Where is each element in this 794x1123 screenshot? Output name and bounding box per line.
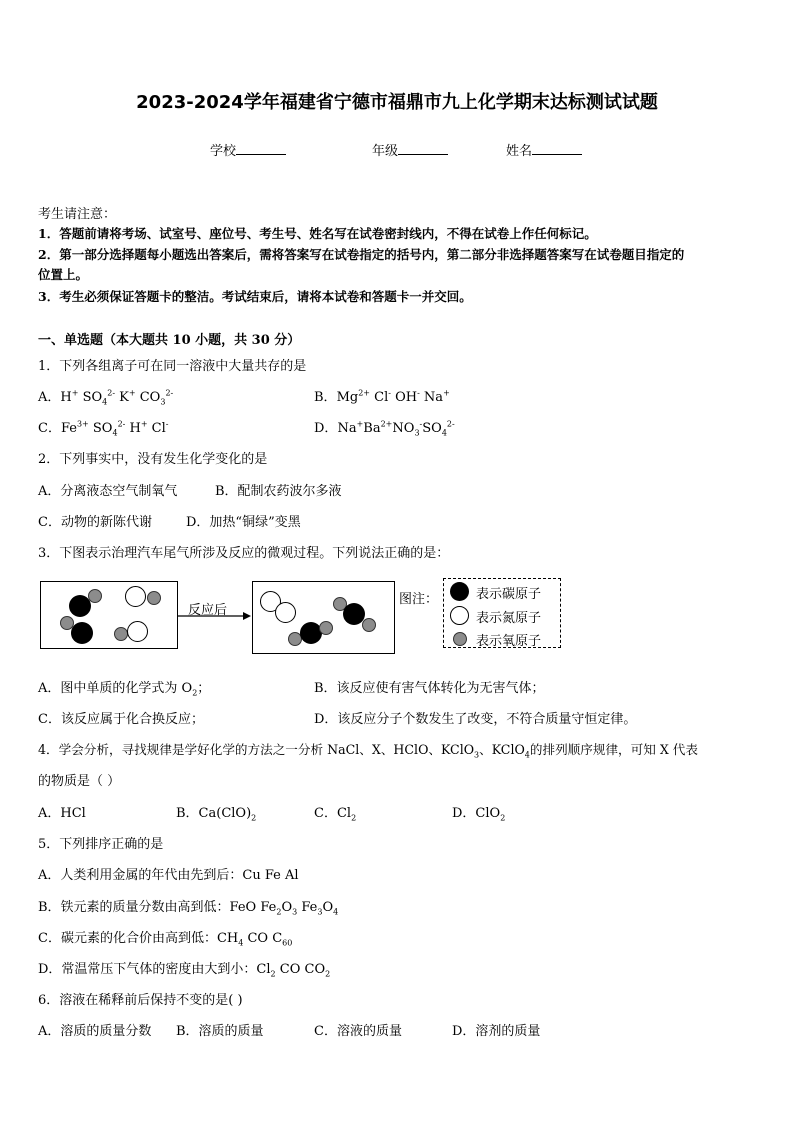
q4-option-a[interactable]: A．HCl <box>38 806 86 821</box>
oxygen-atom <box>362 618 376 632</box>
q2-option-a[interactable]: A．分离液态空气制氧气 <box>38 484 178 499</box>
arrow-label: 反应后 <box>188 603 228 618</box>
before-reaction-box <box>40 581 178 649</box>
name-blank[interactable] <box>532 142 582 155</box>
q4-option-c[interactable]: C．$Cl_2$ <box>314 806 357 823</box>
oxygen-legend-icon <box>453 632 467 646</box>
name-field[interactable] <box>506 140 582 159</box>
carbon-legend-icon <box>450 582 469 601</box>
q3-stem: 3．下图表示治理汽车尾气所涉及反应的微观过程。下列说法正确的是： <box>38 546 450 561</box>
name-label: 姓名 <box>506 144 533 159</box>
q6-option-c[interactable]: C．溶液的质量 <box>314 1024 402 1039</box>
q1-option-a[interactable]: A．H+ $SO_4^{2-}$ K+ $CO_3^{2-}$ <box>38 388 174 407</box>
school-label: 学校 <box>210 144 237 159</box>
q2-option-b[interactable]: B．配制农药波尔多液 <box>215 484 342 499</box>
q2-option-d[interactable]: D．加热“铜绿”变黑 <box>186 515 301 530</box>
q3-option-c[interactable]: C．该反应属于化合换反应； <box>38 712 204 727</box>
carbon-atom <box>71 622 93 644</box>
oxygen-atom <box>114 627 128 641</box>
q2-stem: 2．下列事实中，没有发生化学变化的是 <box>38 452 268 467</box>
nitrogen-legend-icon <box>450 606 469 625</box>
notice-item-2-cont: 位置上。 <box>38 267 89 282</box>
q4-option-b[interactable]: B．$Ca(ClO)_2$ <box>176 806 257 823</box>
page-title: 2023-2024学年福建省宁德市福鼎市九上化学期末达标测试试题 <box>136 92 658 113</box>
legend-title: 图注： <box>399 592 439 607</box>
q6-option-d[interactable]: D．溶剂的质量 <box>452 1024 541 1039</box>
section-heading: 一、单选题（本大题共 10 小题，共 30 分） <box>38 333 301 348</box>
q1-option-c[interactable]: C．$Fe^{3+}$ $SO_4^{2-}$ H+ Cl- <box>38 419 169 438</box>
notice-heading: 考生请注意： <box>38 207 117 222</box>
notice-item-2: 2．第一部分选择题每小题选出答案后，需将答案写在试卷指定的括号内，第二部分非选择题答案写在试卷题目指定的 <box>38 247 685 262</box>
q4-stem-line1: 4．学会分析，寻找规律是学好化学的方法之一分析 NaCl、X、HClO、KClO$_3$、KClO$_4$的排列顺序规律，可知 X 代表 <box>38 742 698 760</box>
school-blank[interactable] <box>236 142 286 155</box>
q4-option-d[interactable]: D．ClO$_2$ <box>452 806 506 823</box>
reaction-arrow <box>177 609 253 623</box>
legend-oxygen: 表示氧原子 <box>476 634 542 649</box>
oxygen-atom <box>319 621 333 635</box>
q1-option-d[interactable]: D．$Na^+Ba^{2+}NO_3^-SO_4^{2-}$ <box>314 419 455 438</box>
legend-box <box>443 578 561 648</box>
q5-stem: 5．下列排序正确的是 <box>38 837 164 852</box>
nitrogen-atom <box>127 621 148 642</box>
oxygen-atom <box>88 589 102 603</box>
q5-option-a[interactable]: A．人类利用金属的年代由先到后：Cu Fe Al <box>38 868 299 883</box>
grade-label: 年级 <box>372 144 399 159</box>
q5-option-c[interactable]: C．碳元素的化合价由高到低：$CH_4$ CO $C_{60}$ <box>38 931 293 948</box>
q5-option-d[interactable]: D．常温常压下气体的密度由大到小：$Cl_2$ CO $CO_2$ <box>38 962 331 979</box>
q3-option-a[interactable]: A．图中单质的化学式为 $O_2$； <box>38 681 211 698</box>
q6-option-a[interactable]: A．溶质的质量分数 <box>38 1024 152 1039</box>
q6-option-b[interactable]: B．溶质的质量 <box>176 1024 264 1039</box>
nitrogen-atom <box>125 586 146 607</box>
legend-carbon: 表示碳原子 <box>476 587 542 602</box>
grade-blank[interactable] <box>398 142 448 155</box>
q1-stem: 1．下列各组离子可在同一溶液中大量共存的是 <box>38 359 307 374</box>
q2-option-c[interactable]: C．动物的新陈代谢 <box>38 515 152 530</box>
school-field[interactable] <box>210 140 286 159</box>
q3-option-b[interactable]: B．该反应使有害气体转化为无害气体； <box>314 681 545 696</box>
grade-field[interactable] <box>372 140 448 159</box>
notice-item-3: 3．考生必须保证答题卡的整洁。考试结束后，请将本试卷和答题卡一并交回。 <box>38 289 472 304</box>
notice-item-1: 1．答题前请将考场、试室号、座位号、考生号、姓名写在试卷密封线内，不得在试卷上作任何标记。 <box>38 226 597 241</box>
legend-nitrogen: 表示氮原子 <box>476 611 542 626</box>
oxygen-atom <box>147 591 161 605</box>
nitrogen-atom <box>275 602 296 623</box>
q1-option-b[interactable]: B．$Mg^{2+}$ Cl- OH- Na+ <box>314 388 450 405</box>
q4-stem-line2: 的物质是（ ） <box>38 774 121 789</box>
q6-stem: 6．溶液在稀释前后保持不变的是( ) <box>38 993 243 1008</box>
q5-option-b[interactable]: B．铁元素的质量分数由高到低：FeO $Fe_2O_3$ $Fe_3O_4$ <box>38 900 339 917</box>
after-reaction-box <box>252 581 395 654</box>
q3-option-d[interactable]: D．该反应分子个数发生了改变，不符合质量守恒定律。 <box>314 712 637 727</box>
